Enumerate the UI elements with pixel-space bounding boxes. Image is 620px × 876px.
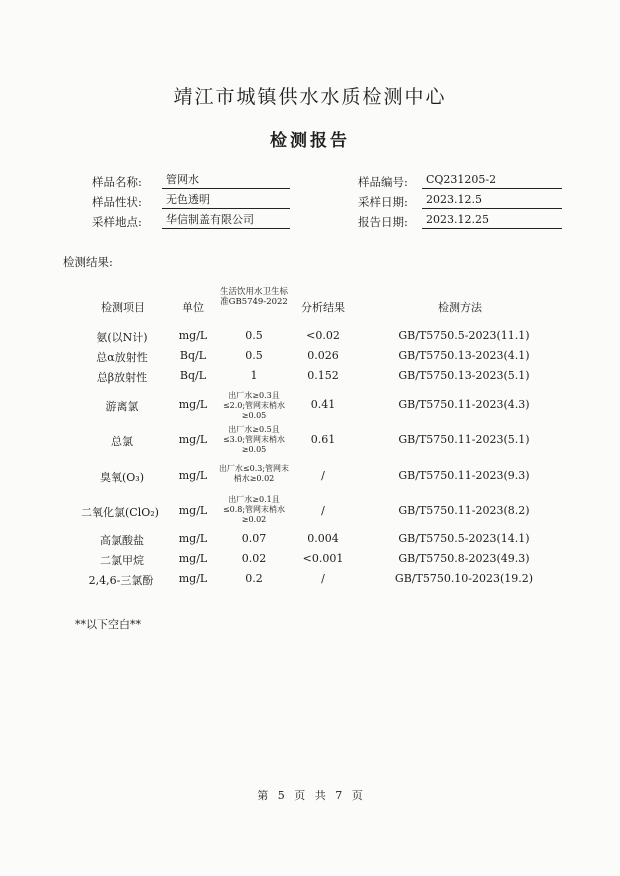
- table-row-item: 高氯酸盐: [100, 534, 144, 547]
- sample-name-value: 管网水: [162, 173, 290, 189]
- table-row-method: GB/T5750.11-2023(4.3): [398, 398, 530, 411]
- sample-name-label: 样品名称:: [92, 175, 142, 189]
- table-row-item: 2,4,6-三氯酚: [88, 574, 154, 587]
- table-row-item: 游离氯: [105, 400, 139, 413]
- table-row-method: GB/T5750.13-2023(4.1): [398, 349, 530, 362]
- table-row-standard: 0.07: [241, 532, 267, 545]
- table-row-result: 0.152: [307, 369, 339, 382]
- table-row-unit: mg/L: [178, 433, 208, 446]
- table-row-unit: mg/L: [178, 572, 208, 585]
- end-of-content-note: **以下空白**: [75, 618, 141, 631]
- table-row-standard: 出厂水≤0.3;管网末梢水≥0.02: [218, 464, 290, 483]
- table-row-standard: 出厂水≥0.3且≤2.0;管网末梢水≥0.05: [222, 391, 286, 420]
- table-row-result: 0.61: [310, 433, 336, 446]
- table-row-method: GB/T5750.13-2023(5.1): [398, 369, 530, 382]
- sample-state-label: 样品性状:: [92, 195, 142, 209]
- table-row-result: 0.41: [310, 398, 336, 411]
- report-date-value: 2023.12.25: [422, 213, 562, 229]
- sample-number-value: CQ231205-2: [422, 173, 562, 189]
- table-row-standard: 0.5: [245, 329, 263, 342]
- sampling-date-label: 采样日期:: [358, 195, 408, 209]
- table-row-standard: 0.5: [245, 349, 263, 362]
- table-row-item: 总β放射性: [96, 371, 148, 384]
- table-row-method: GB/T5750.8-2023(49.3): [398, 552, 530, 565]
- sampling-location-value: 华信制盖有限公司: [162, 213, 290, 229]
- table-row-unit: mg/L: [178, 532, 208, 545]
- table-row-unit: Bq/L: [179, 349, 207, 362]
- table-row-item: 臭氧(O₃): [99, 471, 144, 484]
- table-row-method: GB/T5750.11-2023(8.2): [398, 504, 530, 517]
- organization-title: 靖江市城镇供水水质检测中心: [173, 86, 447, 108]
- table-row-standard: 出厂水≥0.5且≤3.0;管网末梢水≥0.05: [222, 425, 286, 454]
- table-row-method: GB/T5750.11-2023(5.1): [398, 433, 530, 446]
- table-row-standard: 1: [250, 369, 258, 382]
- table-row-method: GB/T5750.5-2023(11.1): [398, 329, 530, 342]
- table-row-result: /: [321, 572, 325, 585]
- table-row-unit: mg/L: [178, 552, 208, 565]
- table-row-method: GB/T5750.10-2023(19.2): [394, 572, 534, 585]
- table-row-standard: 0.2: [245, 572, 263, 585]
- table-row-item: 总氯: [111, 435, 133, 448]
- table-row-unit: mg/L: [178, 504, 208, 517]
- table-row-item: 二氯甲烷: [100, 554, 144, 567]
- table-row-standard: 0.02: [241, 552, 267, 565]
- sampling-location-label: 采样地点:: [92, 215, 142, 229]
- table-row-method: GB/T5750.5-2023(14.1): [398, 532, 530, 545]
- header-item: 检测项目: [101, 301, 145, 314]
- table-row-result: 0.026: [307, 349, 339, 362]
- table-row-item: 总α放射性: [96, 351, 148, 364]
- header-unit: 单位: [182, 301, 204, 314]
- sample-number-label: 样品编号:: [358, 175, 408, 189]
- header-result: 分析结果: [301, 301, 345, 314]
- table-row-unit: mg/L: [178, 398, 208, 411]
- table-row-item: 二氧化氯(ClO₂): [81, 506, 159, 519]
- sampling-date-value: 2023.12.5: [422, 193, 562, 209]
- sample-state-value: 无色透明: [162, 193, 290, 209]
- table-row-result: /: [321, 504, 325, 517]
- table-row-method: GB/T5750.11-2023(9.3): [398, 469, 530, 482]
- table-row-standard: 出厂水≥0.1且≤0.8;管网末梢水≥0.02: [222, 495, 286, 524]
- document-title: 检测报告: [270, 131, 350, 151]
- table-row-result: <0.02: [306, 329, 340, 342]
- page-number: 第 5 页 共 7 页: [257, 789, 363, 802]
- table-row-item: 氨(以N计): [96, 331, 148, 344]
- table-row-unit: mg/L: [178, 469, 208, 482]
- table-row-unit: Bq/L: [179, 369, 207, 382]
- header-standard: 生活饮用水卫生标准GB5749-2022: [219, 287, 288, 307]
- results-section-label: 检测结果:: [63, 255, 113, 269]
- header-method: 检测方法: [438, 301, 482, 314]
- table-row-result: 0.004: [307, 532, 339, 545]
- table-row-unit: mg/L: [178, 329, 208, 342]
- table-row-result: /: [321, 469, 325, 482]
- report-date-label: 报告日期:: [358, 215, 408, 229]
- table-row-result: <0.001: [302, 552, 344, 565]
